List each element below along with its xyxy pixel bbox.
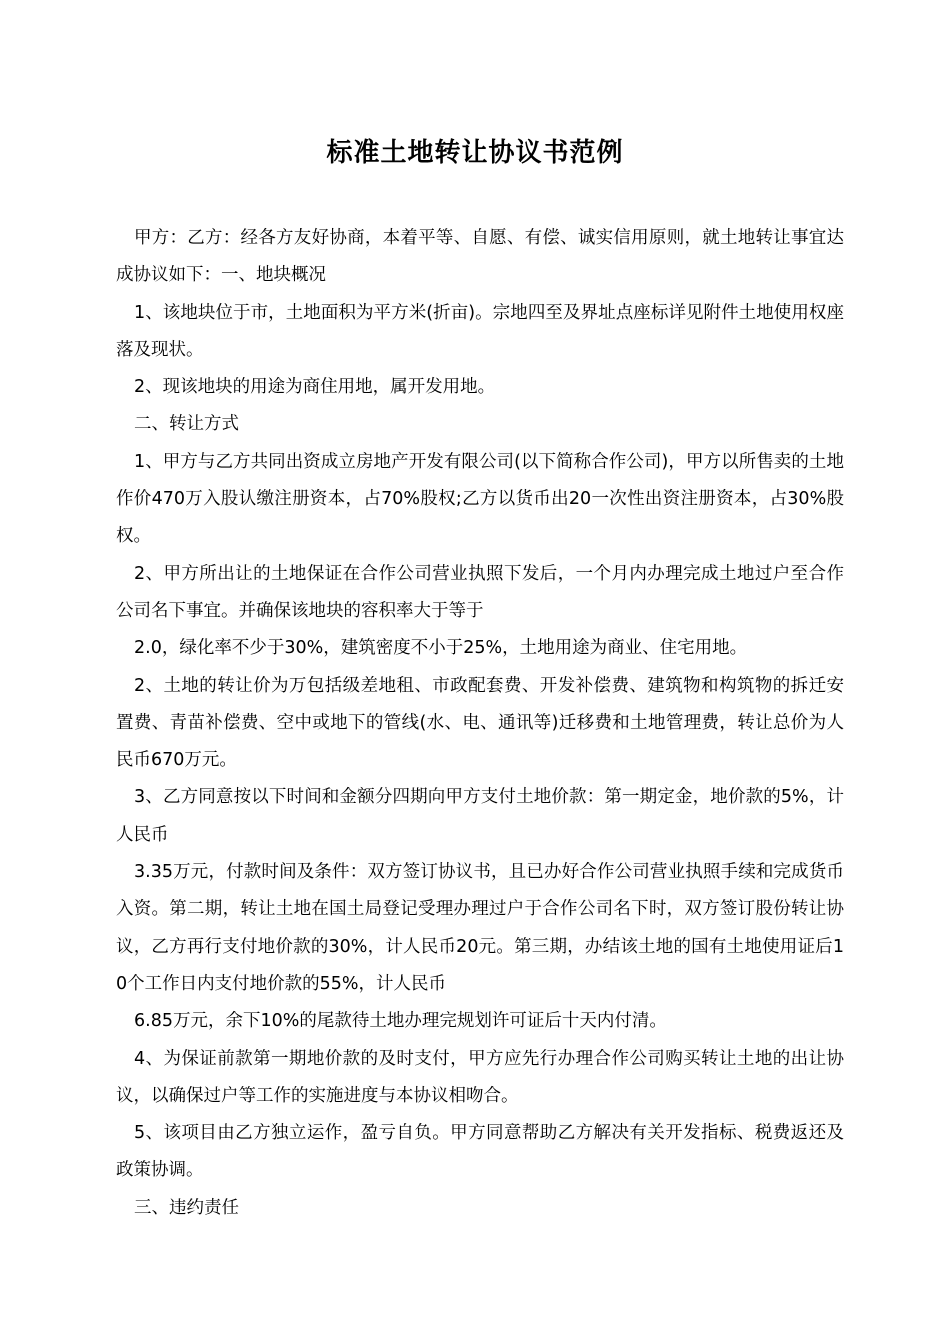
section-heading-liability: 三、违约责任 [134,1197,239,1218]
paragraph-2-3-final: 6.85万元，余下10%的尾款待土地办理完规划许可证后十天内付清。 [134,1011,667,1032]
document-body [116,220,844,1227]
document-title: 标准土地转让协议书范例 [326,138,624,168]
paragraph-2-2: 2、甲方所出让的土地保证在合作公司营业执照下发后，一个月内办理完成土地过户至合作公司名下事宜。并确保该地块的容积率大于等于 [116,563,844,621]
paragraph-2-1: 1、甲方与乙方共同出资成立房地产开发有限公司(以下简称合作公司)，甲方以所售卖的土地作价470万入股认缴注册资本，占70%股权;乙方以货币出20一次性出资注册资本，占30%股权。 [116,451,844,547]
paragraph-intro: 甲方：乙方：经各方友好协商，本着平等、自愿、有偿、诚实信用原则，就土地转让事宜达成协议如下：一、地块概况 [116,228,844,286]
paragraph-2-5: 5、该项目由乙方独立运作，盈亏自负。甲方同意帮助乙方解决有关开发指标、税费返还及政策协调。 [116,1123,844,1181]
paragraph-2-3: 3、乙方同意按以下时间和金额分四期向甲方支付土地价款：第一期定金，地价款的5%，计人民币 [116,787,844,845]
paragraph-2-2-cont: 2.0，绿化率不少于30%，建筑密度不小于25%，土地用途为商业、住宅用地。 [134,638,748,659]
paragraph-2-3-cont: 3.35万元，付款时间及条件：双方签订协议书，且已办好合作公司营业执照手续和完成货币入资。第二期，转让土地在国土局登记受理办理过户于合作公司名下时，双方签订股份转让协议，乙方再行支付地价款的30%，计人民币20元。第三期，办结该土地的国有土地使用证后10个工作日内支付地价款的55%，计人民币 [116,862,844,994]
paragraph-1-2: 2、现该地块的用途为商住用地，属开发用地。 [134,377,496,398]
paragraph-2-2b: 2、土地的转让价为万包括级差地租、市政配套费、开发补偿费、建筑物和构筑物的拆迁安置费、青苗补偿费、空中或地下的管线(水、电、通讯等)迁移费和土地管理费，转让总价为人民币670万元。 [116,675,844,771]
section-heading-transfer-method: 二、转让方式 [134,414,239,435]
paragraph-2-4: 4、为保证前款第一期地价款的及时支付，甲方应先行办理合作公司购买转让土地的出让协议，以确保过户等工作的实施进度与本协议相吻合。 [116,1048,844,1106]
paragraph-1-1: 1、该地块位于市，土地面积为平方米(折亩)。宗地四至及界址点座标详见附件土地使用权座落及现状。 [116,302,844,360]
